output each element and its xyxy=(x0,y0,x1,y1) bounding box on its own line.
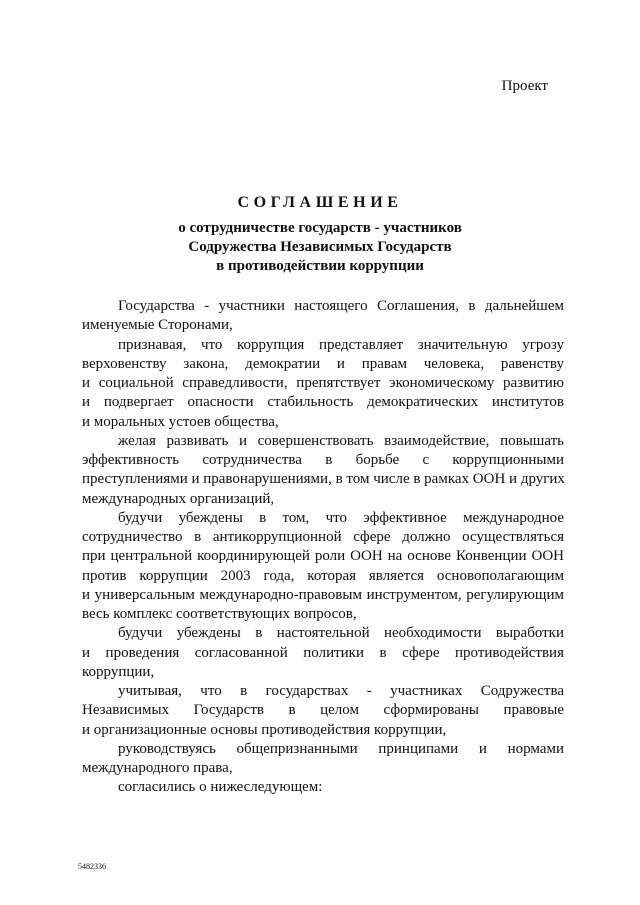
paragraph-line: против коррупции 2003 года, которая является основополагающим xyxy=(82,567,564,584)
document-subtitle-line-3: в противодействии коррупции xyxy=(216,258,424,274)
paragraph-line: руководствуясь общепризнанными принципами и нормами xyxy=(118,740,564,757)
paragraph-line: при центральной координирующей роли ООН на основе Конвенции ООН xyxy=(82,548,564,565)
title-block xyxy=(0,193,640,276)
document-title: СОГЛАШЕНИЕ xyxy=(237,194,403,211)
paragraph-line: Государства - участники настоящего Соглашения, в дальнейшем xyxy=(118,298,564,314)
paragraph-line: верховенству закона, демократии и правам человека, равенству xyxy=(82,355,564,372)
paragraph-line: сотрудничество в антикоррупционной сфере должно осуществляться xyxy=(82,529,564,545)
paragraph-line: именуемые Сторонами, xyxy=(82,317,233,334)
paragraph-line: и универсальным международно-правовым инструментом, регулирующим xyxy=(82,586,564,603)
document-subtitle-line-2: Содружества Независимых Государств xyxy=(188,239,452,255)
paragraph-line: преступлениями и правонарушениями, в том числе в рамках ООН и других xyxy=(82,471,565,488)
paragraph-line: и подвергает опасности стабильность демократических институтов xyxy=(82,394,564,411)
paragraph-line: Независимых Государств в целом сформированы правовые xyxy=(82,702,564,719)
paragraph-line: международного права, xyxy=(82,760,233,776)
paragraph xyxy=(82,682,564,740)
paragraph-line: будучи убеждены в настоятельной необходимости выработки xyxy=(118,625,564,642)
paragraph-line: и проведения согласованной политики в сфере противодействия xyxy=(82,644,564,661)
paragraph-line: желая развивать и совершенствовать взаимодействие, повышать xyxy=(118,432,564,449)
paragraph-line: международных организаций, xyxy=(82,490,275,507)
paragraph xyxy=(82,297,564,336)
paragraph-line: и моральных устоев общества, xyxy=(82,413,279,430)
paragraph-line: признавая, что коррупция представляет значительную угрозу xyxy=(118,336,564,353)
document-number: 5482336 xyxy=(78,862,106,871)
paragraph xyxy=(82,432,564,509)
document-body xyxy=(82,297,564,798)
paragraph-line: учитывая, что в государствах - участниках Содружества xyxy=(118,683,564,699)
paragraph-line: коррупции, xyxy=(82,663,155,680)
paragraph-line: и социальной справедливости, препятствует экономическому развитию xyxy=(82,375,564,391)
paragraph xyxy=(82,509,564,625)
document-subtitle-line-1: о сотрудничестве государств - участников xyxy=(178,220,462,236)
draft-label: Проект xyxy=(501,78,548,94)
paragraph-line: согласились о нижеследующем: xyxy=(118,779,323,796)
paragraph xyxy=(82,778,564,797)
paragraph-line: и организационные основы противодействия коррупции, xyxy=(82,721,447,738)
paragraph-line: весь комплекс соответствующих вопросов, xyxy=(82,606,357,622)
paragraph-line: будучи убеждены в том, что эффективное международное xyxy=(118,509,564,526)
paragraph xyxy=(82,336,564,432)
paragraph xyxy=(82,740,564,779)
paragraph xyxy=(82,624,564,682)
paragraph-line: эффективность сотрудничества в борьбе с коррупционными xyxy=(82,452,564,468)
